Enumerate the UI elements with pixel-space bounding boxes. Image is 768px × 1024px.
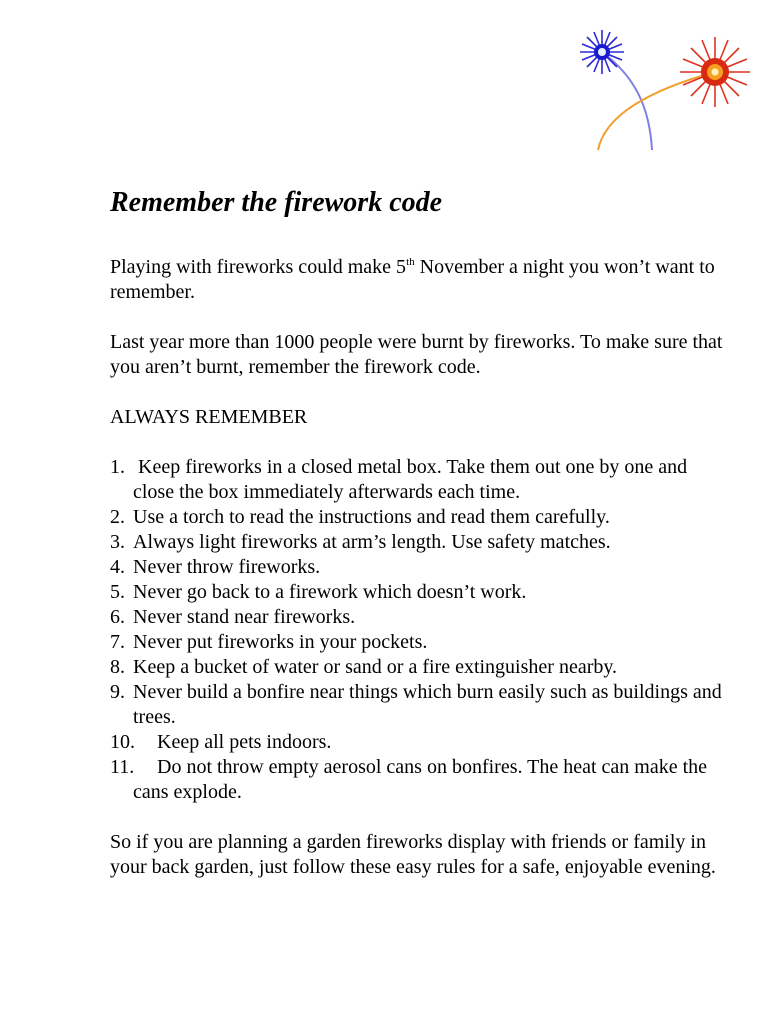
list-item	[110, 530, 730, 555]
list-item-text: Keep all pets indoors.	[157, 731, 332, 753]
list-item	[110, 555, 730, 580]
firework-code-list	[110, 455, 730, 805]
list-item-text: Do not throw empty aerosol cans on bonfires. The heat can make the cans explode.	[133, 756, 708, 803]
list-item	[110, 505, 730, 530]
list-item-text: Never stand near fireworks.	[133, 606, 356, 628]
list-item-number: 7.	[110, 631, 125, 653]
list-item-text: Use a torch to read the instructions and read them carefully.	[133, 506, 610, 528]
list-item-number: 4.	[110, 556, 125, 578]
list-item-number: 1.	[110, 456, 125, 478]
fireworks-illustration	[570, 20, 760, 160]
list-item	[110, 730, 730, 755]
list-item	[110, 630, 730, 655]
list-item-number: 5.	[110, 581, 125, 603]
list-item-number: 2.	[110, 506, 125, 528]
list-item	[110, 680, 730, 730]
always-remember-heading: ALWAYS REMEMBER	[110, 406, 308, 428]
intro-superscript: th	[406, 256, 415, 268]
list-item-text: Always light fireworks at arm’s length. Use safety matches.	[133, 531, 611, 553]
intro-text-after: November a night you won’t want to remember.	[110, 256, 715, 303]
list-item-number: 8.	[110, 656, 125, 678]
list-item-text: Never throw fireworks.	[133, 556, 321, 578]
list-item-text: Keep fireworks in a closed metal box. Take them out one by one and close the box immediately afterwards each time.	[133, 456, 693, 503]
list-item	[110, 755, 730, 805]
statistic-paragraph: Last year more than 1000 people were burnt by fireworks. To make sure that you aren’t burnt, remember the firework code.	[110, 331, 723, 378]
list-item-number: 11.	[110, 756, 135, 778]
document-body	[110, 183, 730, 905]
page-title: Remember the firework code	[110, 187, 443, 218]
list-item	[110, 655, 730, 680]
closing-paragraph: So if you are planning a garden fireworks display with friends or family in your back garden, just follow these easy rules for a safe, enjoyable evening.	[110, 831, 716, 878]
list-item-number: 3.	[110, 531, 125, 553]
list-item-number: 6.	[110, 606, 125, 628]
intro-paragraph	[110, 255, 730, 305]
list-item-text: Keep a bucket of water or sand or a fire extinguisher nearby.	[133, 656, 618, 678]
list-item-text: Never put fireworks in your pockets.	[133, 631, 428, 653]
list-item-text: Never build a bonfire near things which burn easily such as buildings and trees.	[133, 681, 722, 728]
intro-text-before: Playing with fireworks could make 5	[110, 256, 407, 278]
list-item-number: 10.	[110, 731, 135, 753]
firework-trail-blue	[602, 52, 652, 150]
list-item	[110, 605, 730, 630]
list-item-text: Never go back to a firework which doesn’t work.	[133, 581, 527, 603]
list-item	[110, 455, 730, 505]
firework-red-icon	[680, 37, 750, 107]
list-item	[110, 580, 730, 605]
list-item-number: 9.	[110, 681, 125, 703]
firework-blue-icon	[580, 30, 624, 74]
firework-trail-orange	[598, 72, 715, 150]
